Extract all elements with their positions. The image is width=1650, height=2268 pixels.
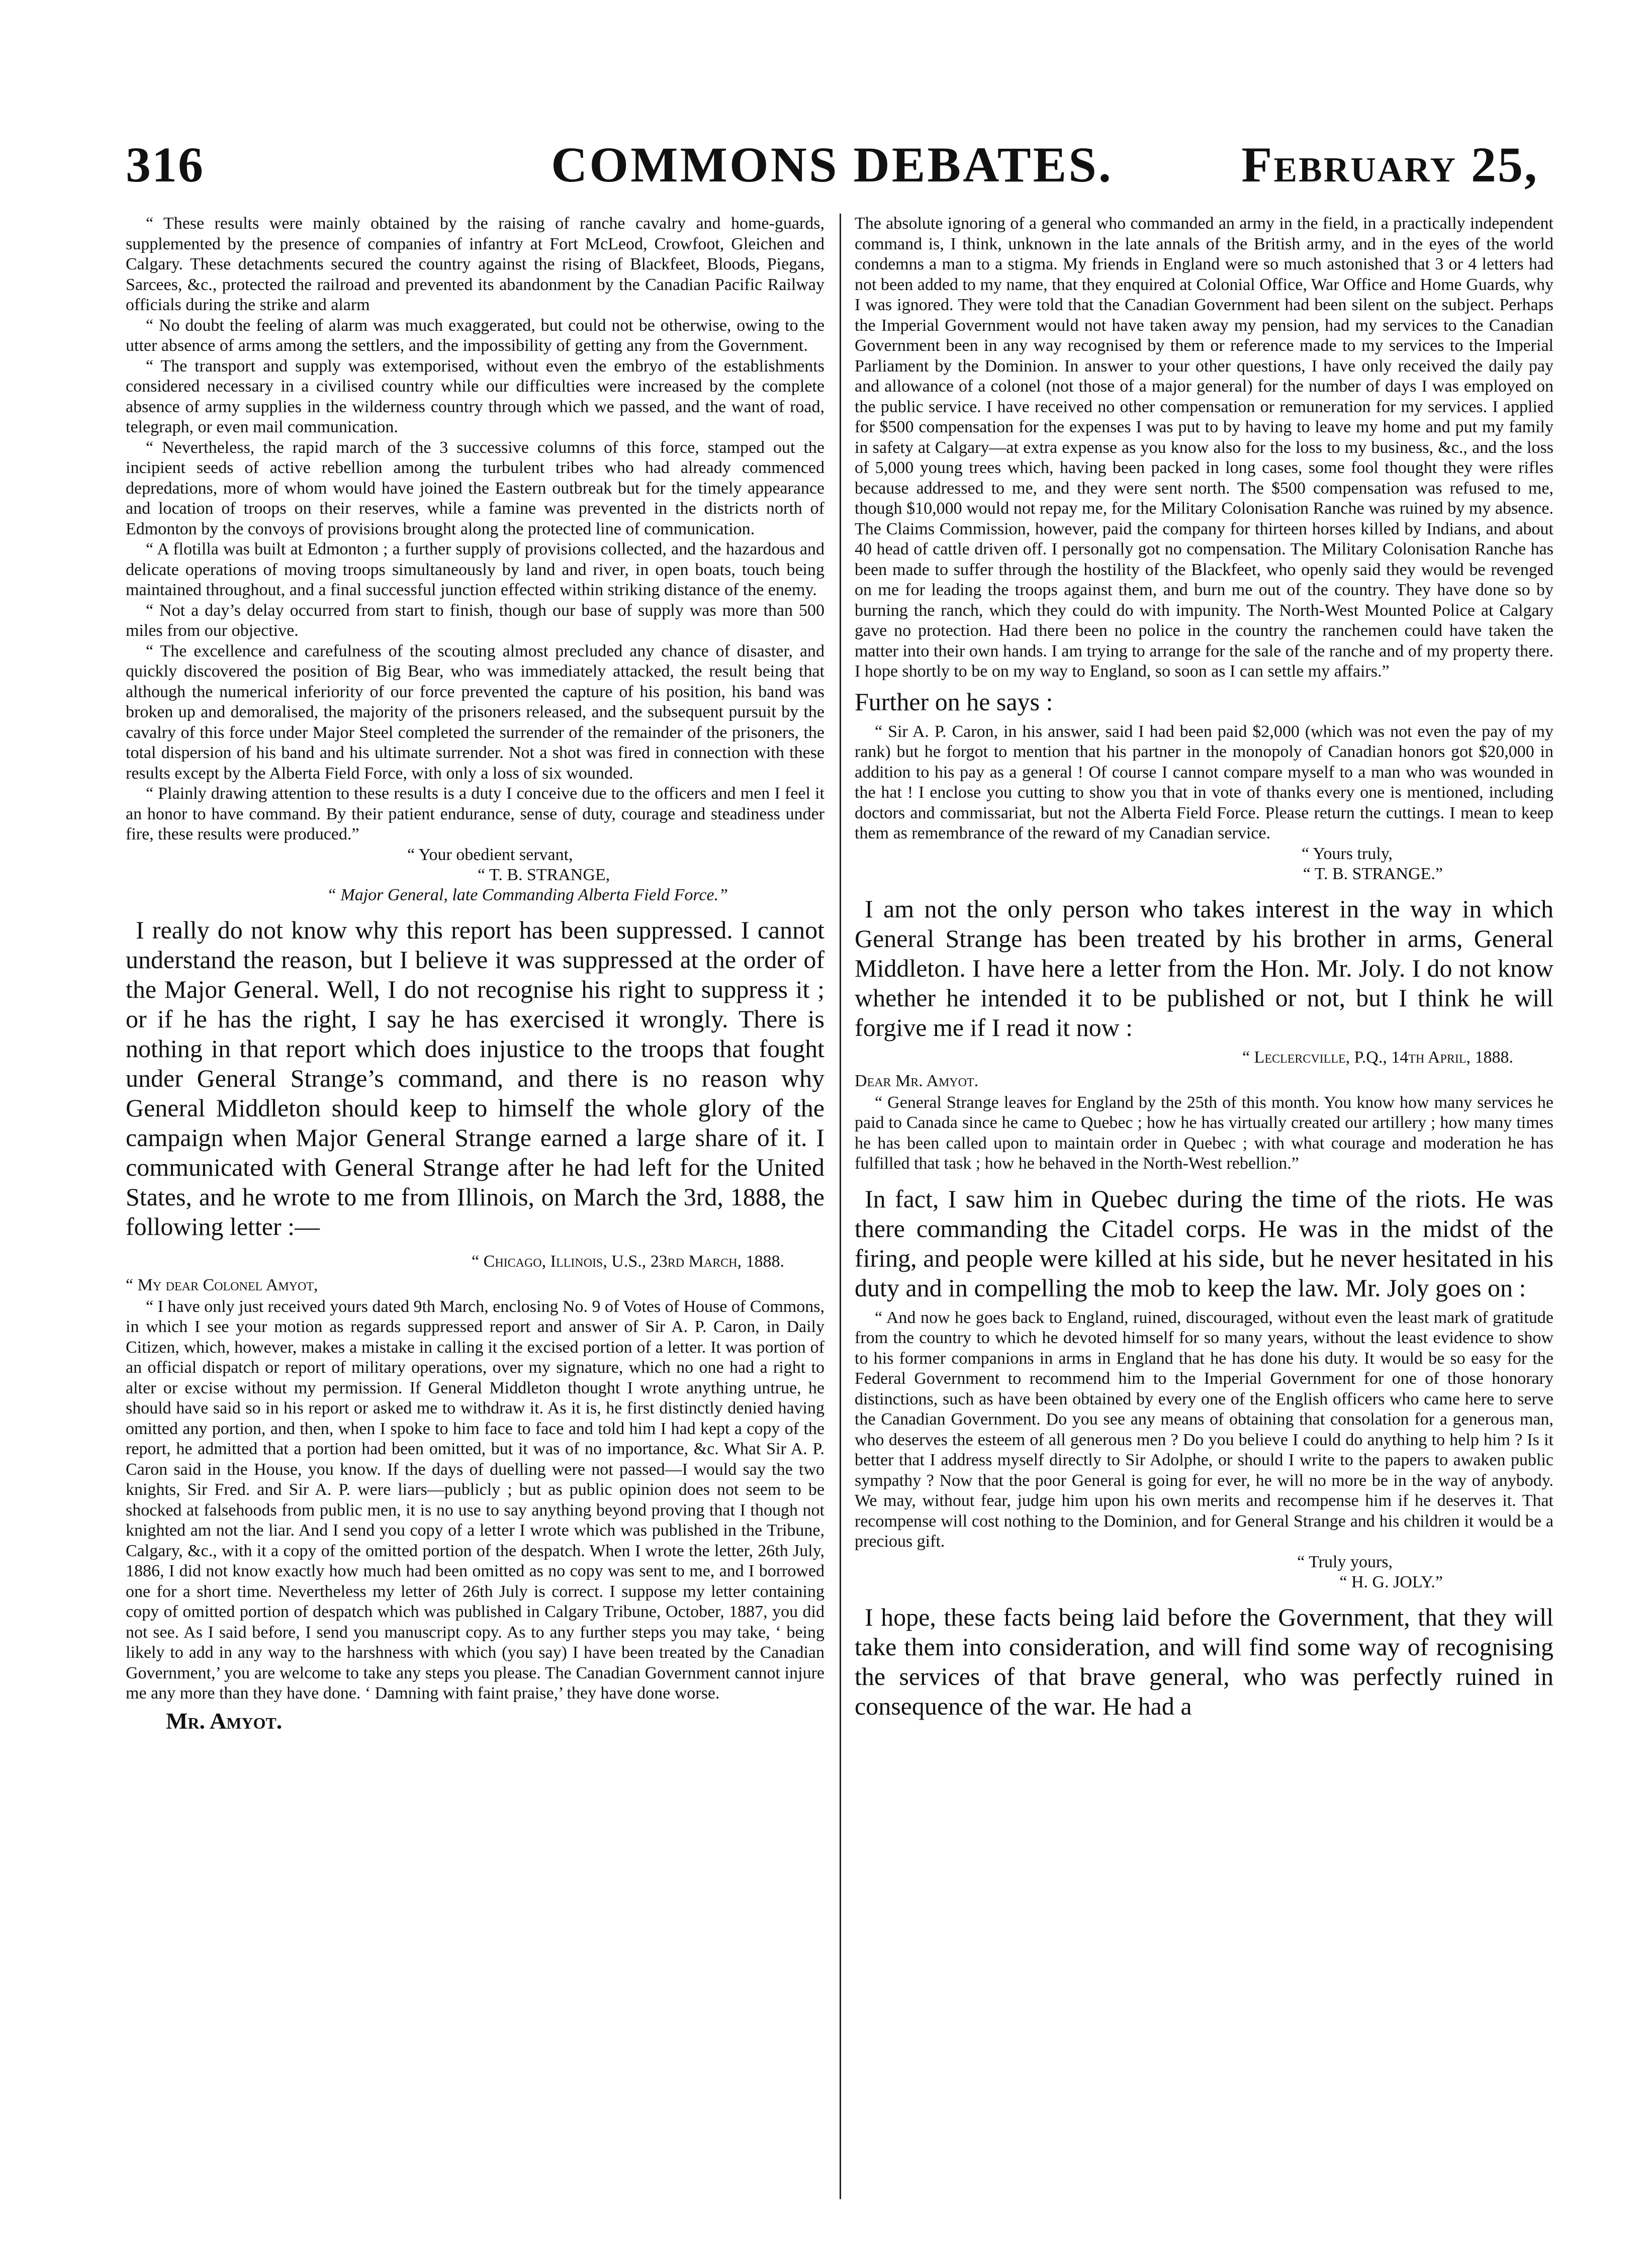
report-paragraph: “ Plainly drawing attention to these results is a duty I conceive due to the officers and men I feel it an honor to have command. By their patient endurance, sense of duty, courage and steadiness under fire, these results were produced.” [126,784,824,843]
letter-dateline: “ Leclercville, P.Q., 14th April, 1888. [1242,1048,1513,1067]
speech-paragraph: I hope, these facts being laid before the Government, that they will take them into consideration, and will find some way of recognising the services of that brave general, who was perfectly ruined in consequence of the war. He had a [855,1602,1553,1720]
report-paragraph: “ These results were mainly obtained by the raising of ranche cavalry and home-guards, supplemented by the presence of companies of infantry at Fort McLeod, Crowfoot, Gleichen and Calgary. These detachments secured the country against the rising of Blackfeet, Bloods, Piegans, Sarcees, &c., protected the railroad and prevented its abandonment by the Canadian Pacific Railway officials during the strike and alarm [126,214,824,314]
report-paragraph: “ No doubt the feeling of alarm was much exaggerated, but could not be otherwise, owing to the utter absence of arms among the settlers, and the impossibility of getting any from the Government. [126,316,824,355]
letter-dateline: “ Chicago, Illinois, U.S., 23rd March, 1888. [472,1252,784,1271]
right-column [855,214,1553,2204]
speaker-label: Mr. Amyot. [166,1708,283,1734]
report-paragraph: “ A flotilla was built at Edmonton ; a further supply of provisions collected, and the hazardous and delicate operations of moving troops simultaneously by land and river, in open boats, touch being maintained throughout, and a final successful junction effected within striking distance of the enemy. [126,540,824,599]
signature-name: “ T. B. STRANGE, [478,865,610,884]
quoted-letter: “ General Strange leaves for England by the 25th of this month. You know how many services he paid to Canada since he came to Quebec ; how he has virtually created our artillery ; how many times he has been called upon to maintain order in Quebec ; with what courage and moderation he has fulfilled that task ; how he behaved in the North-West rebellion.” [855,1093,1553,1173]
letter-continuation: The absolute ignoring of a general who commanded an army in the field, in a practically independent command is, I think, unknown in the late annals of the British army, and in the eyes of the world condemns a man to a stigma. My friends in England were so much astonished that 3 or 4 letters had not been added to my name, that they enquired at Colonial Office, War Office and Home Guards, why I was ignored. They were told that the Canadian Government had been silent on the subject. Perhaps the Imperial Government would not have taken away my pension, had my services to the Canadian Government been in any way recognised by them or reference made to my services to the Imperial Parliament by the Dominion. In answer to your other questions, I have only received the daily pay and allowance of a colonel (not those of a major general) for the number of days I was employed on the public service. I have received no other compensation or remuneration for my services. I applied for $500 compensation for the expenses I was put to by having to leave my home and put my family in safety at Calgary—at extra expense as you know also for the loss to my business, &c., and the loss of 5,000 young trees which, having been packed in long cases, some fool thought they were rifles because addressed to me, and they were sent north. The $500 compensation was refused to me, though $10,000 would not repay me, for the Military Colonisation Ranche was ruined by my absence. The Claims Commission, however, paid the company for thirteen horses killed by Indians, and about 40 head of cattle driven off. I personally got no compensation. The Military Colonisation Ranche has been made to suffer through the hostility of the Blackfeet, who openly said they would be revenged on me for leading the troops against them, and burn me out of the country. They have done so by burning the ranch, which they could do with impunity. The North-West Mounted Police at Calgary gave no protection. Had there been no police in the country the ranchemen could have taken the matter into their own hands. I am trying to arrange for the sale of the ranche and of my property there. I hope shortly to be on my way to England, so soon as I can settle my affairs.” [855,214,1553,681]
letter-salutation: “ My dear Colonel Amyot, [126,1275,318,1294]
letter-salutation: Dear Mr. Amyot. [855,1071,979,1090]
quoted-letter: “ Sir A. P. Caron, in his answer, said I had been paid $2,000 (which was not even the pay of my rank) but he forgot to mention that his partner in the monopoly of Canadian honors got $20,000 in addition to his pay as a general ! Of course I cannot compare myself to a man who was wounded in the hat ! I enclose you cutting to show you that in vote of thanks every one is mentioned, including doctors and commissariat, but not the Alberta Field Force. Please return the cuttings. I mean to keep them as remembrance of the reward of my Canadian service. [855,722,1553,842]
speech-paragraph: I am not the only person who takes interest in the way in which General Strange has been treated by his brother in arms, General Middleton. I have here a letter from the Hon. Mr. Joly. I do not know whether he intended it to be published or not, but I think he will forgive me if I read it now : [855,894,1553,1042]
column-divider [840,214,841,2199]
signature-title: “ Major General, late Commanding Alberta Field Force.” [327,885,728,904]
signature-closing: “ Yours truly, [1301,844,1393,863]
signature-closing: “ Truly yours, [1297,1552,1393,1571]
signature-closing: “ Your obedient servant, [407,845,573,864]
report-paragraph: “ Not a day’s delay occurred from start to finish, though our base of supply was more than 500 miles from our objective. [126,601,824,640]
speech-paragraph: I really do not know why this report has been suppressed. I cannot understand the reason, but I believe it was suppressed at the order of the Major General. Well, I do not recognise his right to suppress it ; or if he has the right, I say he has exercised it wrongly. There is nothing in that report which does injustice to the troops that fought under General Strange’s command, and there is no reason why General Middleton should keep to himself the whole glory of the campaign when Major General Strange earned a large share of it. I communicated with General Strange after he had left for the United States, and he wrote to me from Illinois, on March the 3rd, 1888, the following letter :— [126,915,824,1241]
speech-paragraph: In fact, I saw him in Quebec during the time of the riots. He was there commanding the Citadel corps. He was in the midst of the firing, and people were killed at his side, but he never hesitated in his duty and in compelling the mob to keep the law. Mr. Joly goes on : [855,1184,1553,1302]
page-title: COMMONS DEBATES. [551,137,1113,193]
signature-name: “ T. B. STRANGE.” [1303,864,1443,883]
report-paragraph: “ The excellence and carefulness of the scouting almost precluded any chance of disaster, and quickly discovered the position of Big Bear, who was immediately attacked, the result being that although the numerical inferiority of our force prevented the capture of his position, his band was broken up and demoralised, the majority of the prisoners released, and the subsequent pursuit by the cavalry of this force under Major Steel completed the surrender of the remainder of the prisoners, the total dispersion of his band and his ultimate surrender. Not a shot was fired in connection with these results except by the Alberta Field Force, with only a loss of six wounded. [126,641,824,783]
header-date: February 25, [1241,137,1538,193]
page-header [126,136,1538,201]
quoted-letter: “ And now he goes back to England, ruined, discouraged, without even the least mark of gratitude from the country to which he devoted himself for so many years, without the least evidence to show to his former companions in arms in England that he has done his duty. It would be so easy for the Federal Government to recommend him to the Imperial Government for one of those honorary distinctions, such as have been obtained by every one of the English officers who came here to serve the Canadian Government. Do you see any means of obtaining that consolation for a generous man, who deserves the esteem of all generous men ? Do you believe I could do anything to help him ? Is it better that I address myself directly to Sir Adolphe, or should I write to the papers to awaken public sympathy ? Now that the poor General is going for ever, he will no more be in the way of anybody. We may, without fear, judge him upon his own merits and recompense him if he deserves it. That recompense will cost nothing to the Dominion, and for General Strange and his children it would be a precious gift. [855,1308,1553,1551]
report-paragraph: “ Nevertheless, the rapid march of the 3 successive columns of this force, stamped out the incipient seeds of active rebellion among the turbulent tribes who had already commenced depredations, more of whom would have joined the Eastern outbreak but for the timely appearance and location of troops on their reserves, while a famine was prevented in the districts north of Edmonton by the convoys of provisions brought along the protected line of communication. [126,438,824,538]
report-paragraph: “ The transport and supply was extemporised, without even the embryo of the establishments considered necessary in a civilised country while our difficulties were increased by the complete absence of army supplies in the wilderness country through which we passed, and the want of road, telegraph, or even mail communication. [126,356,824,436]
page-number: 316 [126,137,204,193]
signature-name: “ H. G. JOLY.” [1339,1572,1443,1591]
speech-line: Further on he says : [855,687,1053,716]
left-column [126,214,824,2204]
letter-body: “ I have only just received yours dated 9th March, enclosing No. 9 of Votes of House of Commons, in which I see your motion as regards suppressed report and answer of Sir A. P. Caron, in Daily Citizen, which, however, makes a mistake in calling it the excised portion of a letter. It was portion of an official dispatch or report of military operations, over my signature, which no one had a right to alter or excise without my permission. If General Middleton thought I wrote anything untrue, he should have said so in his report or asked me to withdraw it. As it is, he first distinctly denied having omitted any portion, and then, when I spoke to him face to face and told him I had kept a copy of the report, he admitted that a portion had been omitted, but it was of no importance, &c. What Sir A. P. Caron said in the House, you know. If the days of duelling were not passed—I would say the two knights, Sir Fred. and Sir A. P. were liars—publicly ; but as public opinion does not seem to be shocked at falsehoods from public men, it is no use to say anything beyond proving that I though not knighted am not the liar. And I send you copy of a letter I wrote which was published in the Tribune, Calgary, &c., with it a copy of the omitted portion of the despatch. When I wrote the letter, 26th July, 1886, I did not know exactly how much had been omitted as no copy was sent to me, and I borrowed one for a short time. Nevertheless my letter of 26th July is correct. I suppose my letter containing copy of omitted portion of despatch which was published in Calgary Tribune, October, 1887, you did not see. As I said before, I send you manuscript copy. As to any further steps you may take, ‘ being likely to add in any way to the harshness with which (you say) I have been treated by the Canadian Government,’ you are welcome to take any steps you please. The Canadian Government cannot injure me any more than they have done. ‘ Damning with faint praise,’ they have done worse. [126,1297,824,1703]
